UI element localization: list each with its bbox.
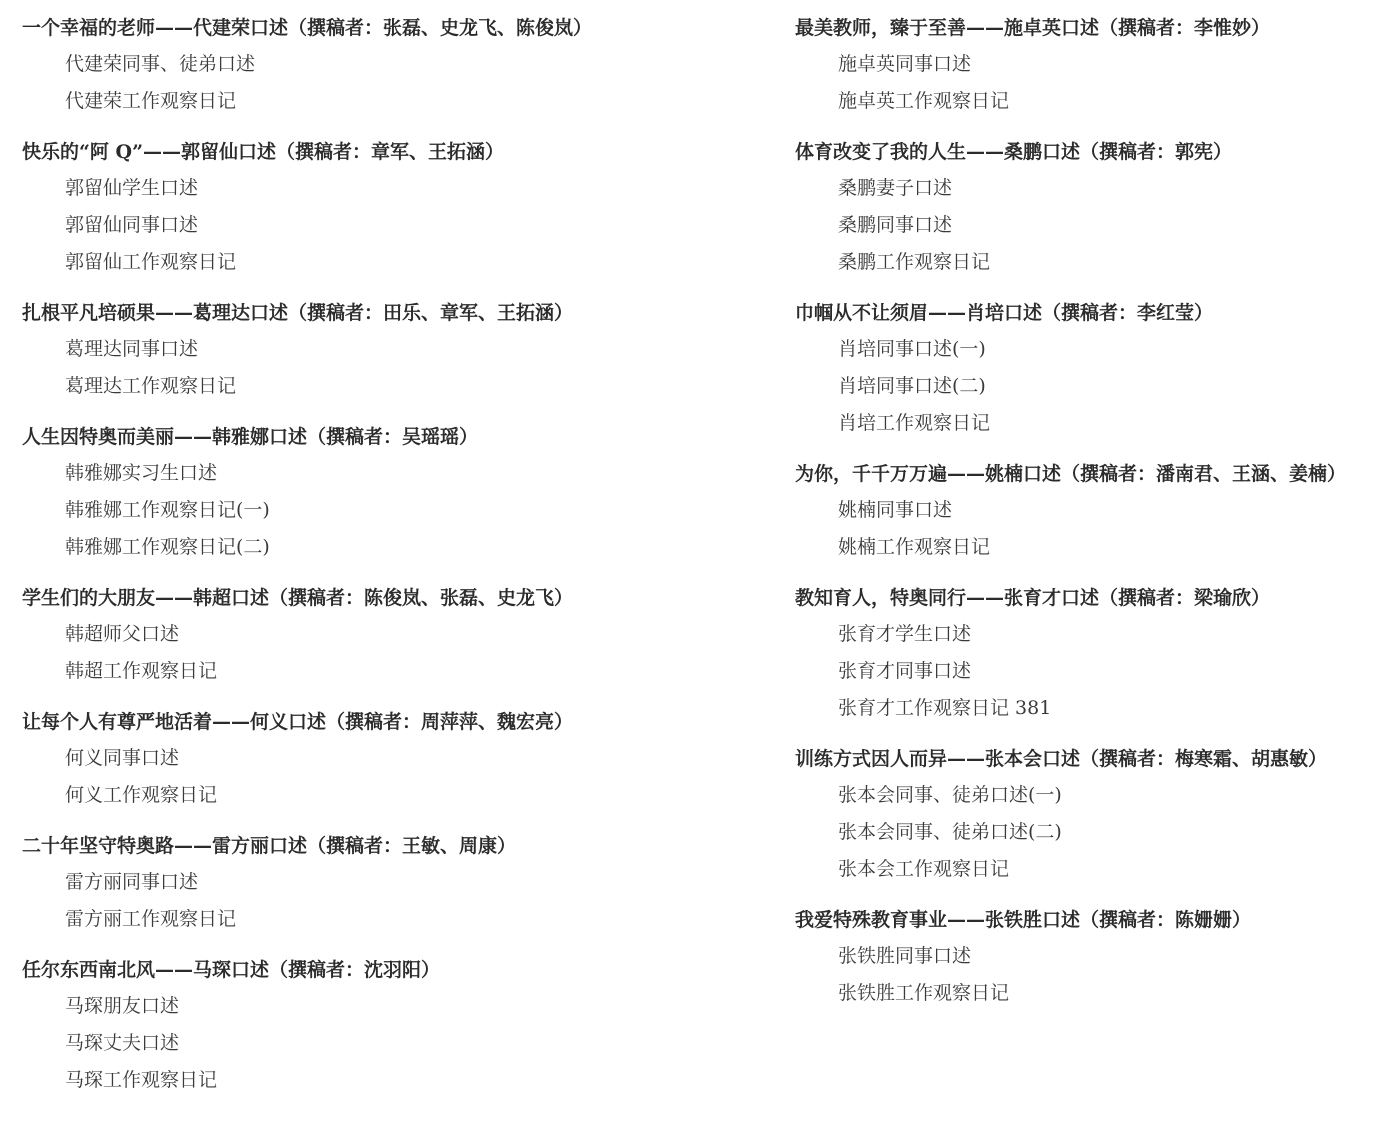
toc-entry: 马琛朋友口述 <box>65 995 180 1017</box>
toc-section <box>22 952 762 1099</box>
toc-section <box>22 419 762 566</box>
section-title: 训练方式因人而异——张本会口述（撰稿者：梅寒霜、胡惠敏） <box>795 748 1328 770</box>
section-title: 扎根平凡培硕果——葛理达口述（撰稿者：田乐、章军、王拓涵） <box>22 302 574 324</box>
section-title: 一个幸福的老师——代建荣口述（撰稿者：张磊、史龙飞、陈俊岚） <box>22 17 593 39</box>
toc-entry: 韩雅娜实习生口述 <box>65 462 218 484</box>
toc-entry: 桑鹏妻子口述 <box>838 177 953 199</box>
toc-entry: 韩雅娜工作观察日记(二) <box>65 536 270 558</box>
section-title: 巾帼从不让须眉——肖培口述（撰稿者：李红莹） <box>795 302 1214 324</box>
section-title: 为你，千千万万遍——姚楠口述（撰稿者：潘南君、王涵、姜楠） <box>795 463 1347 485</box>
toc-entry: 施卓英工作观察日记 <box>838 90 1010 112</box>
toc-entry: 韩超师父口述 <box>65 623 180 645</box>
toc-entry: 马琛丈夫口述 <box>65 1032 180 1054</box>
toc-section <box>795 134 1394 281</box>
toc-entry: 葛理达同事口述 <box>65 338 199 360</box>
toc-section <box>795 580 1394 727</box>
toc-entry: 桑鹏工作观察日记 <box>838 251 991 273</box>
toc-section <box>22 704 762 814</box>
toc-entry: 张本会同事、徒弟口述(一) <box>838 784 1062 806</box>
toc-entry: 郭留仙工作观察日记 <box>65 251 237 273</box>
toc-section <box>795 902 1394 1012</box>
toc-entry: 姚楠工作观察日记 <box>838 536 991 558</box>
section-title: 任尔东西南北风——马琛口述（撰稿者：沈羽阳） <box>22 959 441 981</box>
section-title: 最美教师，臻于至善——施卓英口述（撰稿者：李惟妙） <box>795 17 1271 39</box>
right-column <box>795 10 1394 1026</box>
toc-entry: 张铁胜工作观察日记 <box>838 982 1010 1004</box>
toc-section <box>22 10 762 120</box>
toc-entry: 马琛工作观察日记 <box>65 1069 218 1091</box>
toc-entry: 何义工作观察日记 <box>65 784 218 806</box>
section-title: 二十年坚守特奥路——雷方丽口述（撰稿者：王敏、周康） <box>22 835 517 857</box>
toc-entry: 雷方丽工作观察日记 <box>65 908 237 930</box>
section-title: 体育改变了我的人生——桑鹏口述（撰稿者：郭宪） <box>795 141 1233 163</box>
section-title: 学生们的大朋友——韩超口述（撰稿者：陈俊岚、张磊、史龙飞） <box>22 587 574 609</box>
toc-section <box>795 456 1394 566</box>
section-title: 我爱特殊教育事业——张铁胜口述（撰稿者：陈姗姗） <box>795 909 1252 931</box>
toc-entry: 郭留仙学生口述 <box>65 177 199 199</box>
toc-entry: 韩雅娜工作观察日记(一) <box>65 499 270 521</box>
toc-section <box>795 10 1394 120</box>
toc-section <box>22 134 762 281</box>
toc-entry: 张育才学生口述 <box>838 623 972 645</box>
toc-entry: 肖培同事口述(二) <box>838 375 986 397</box>
toc-entry: 葛理达工作观察日记 <box>65 375 237 397</box>
toc-entry: 肖培工作观察日记 <box>838 412 991 434</box>
toc-entry: 何义同事口述 <box>65 747 180 769</box>
toc-entry: 雷方丽同事口述 <box>65 871 199 893</box>
toc-entry: 张本会工作观察日记 <box>838 858 1010 880</box>
toc-entry: 张育才工作观察日记 381 <box>838 697 1052 719</box>
toc-section <box>22 580 762 690</box>
toc-entry: 张育才同事口述 <box>838 660 972 682</box>
toc-entry: 代建荣同事、徒弟口述 <box>65 53 256 75</box>
toc-entry: 桑鹏同事口述 <box>838 214 953 236</box>
toc-entry: 韩超工作观察日记 <box>65 660 218 682</box>
section-title: 教知育人，特奥同行——张育才口述（撰稿者：梁瑜欣） <box>795 587 1271 609</box>
section-title: 人生因特奥而美丽——韩雅娜口述（撰稿者：吴瑶瑶） <box>22 426 479 448</box>
section-title: 快乐的“阿 Q”——郭留仙口述（撰稿者：章军、王拓涵） <box>22 141 505 163</box>
toc-entry: 施卓英同事口述 <box>838 53 972 75</box>
toc-section <box>795 295 1394 442</box>
toc-entry: 郭留仙同事口述 <box>65 214 199 236</box>
left-column <box>22 10 762 1113</box>
toc-entry: 张本会同事、徒弟口述(二) <box>838 821 1062 843</box>
toc-entry: 张铁胜同事口述 <box>838 945 972 967</box>
toc-section <box>795 741 1394 888</box>
toc-section <box>22 828 762 938</box>
section-title: 让每个人有尊严地活着——何义口述（撰稿者：周萍萍、魏宏亮） <box>22 711 574 733</box>
toc-entry: 姚楠同事口述 <box>838 499 953 521</box>
toc-entry: 肖培同事口述(一) <box>838 338 986 360</box>
toc-entry: 代建荣工作观察日记 <box>65 90 237 112</box>
toc-section <box>22 295 762 405</box>
